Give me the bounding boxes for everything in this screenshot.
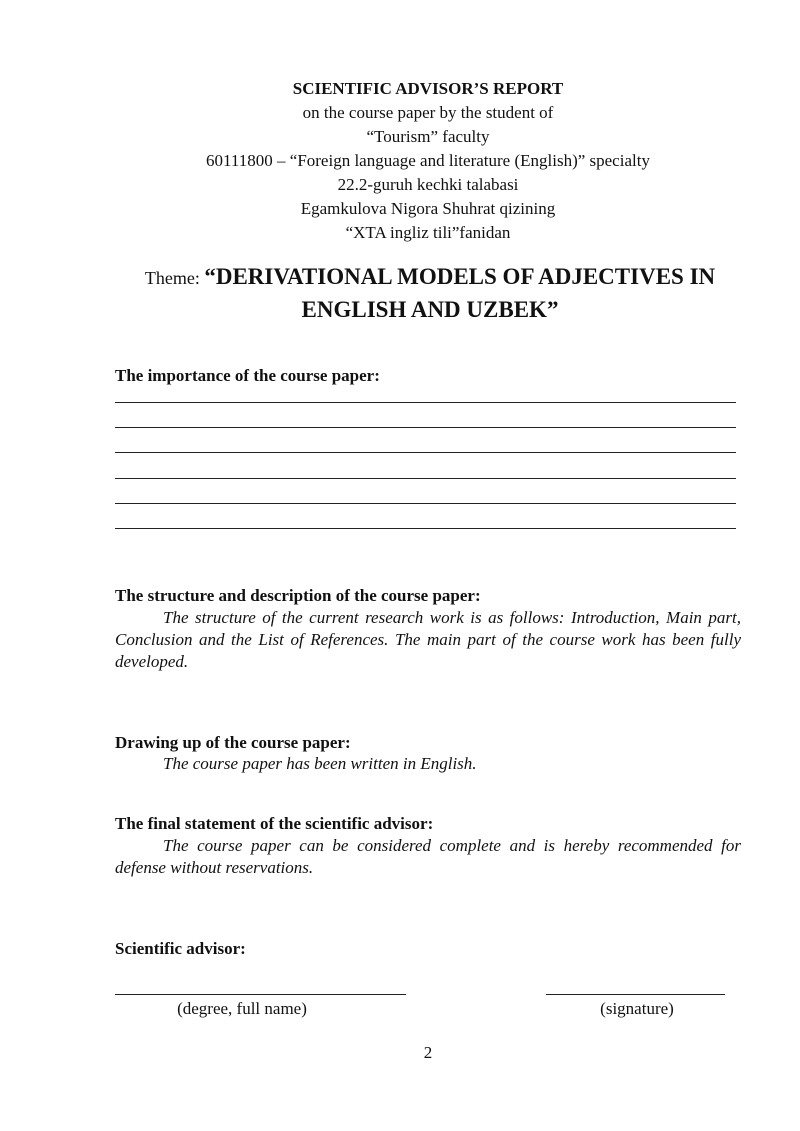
page-number: 2 <box>423 1043 433 1062</box>
scientific-advisor-heading: Scientific advisor: <box>115 939 246 958</box>
report-title: SCIENTIFIC ADVISOR’S REPORT <box>292 79 564 98</box>
signature-line <box>546 994 725 995</box>
theme-label: Theme: <box>144 268 205 288</box>
structure-text: The structure of the current research work is as follows: Introduction, Main part, Conclusion and the List of References. The main part of the course work has been fully developed. <box>115 608 741 671</box>
blank-line <box>115 528 736 529</box>
header-line-student-name: Egamkulova Nigora Shuhrat qizining <box>300 199 556 218</box>
drawing-up-text: The course paper has been written in English. <box>163 754 477 773</box>
theme-title-line1: “DERIVATIONAL MODELS OF ADJECTIVES IN <box>204 264 716 289</box>
theme-title-line2: ENGLISH AND UZBEK” <box>301 297 559 322</box>
blank-line <box>115 452 736 453</box>
header-line-faculty: “Tourism” faculty <box>366 127 490 146</box>
header-line-student: on the course paper by the student of <box>302 103 554 122</box>
importance-heading: The importance of the course paper: <box>115 366 380 385</box>
name-caption: (degree, full name) <box>177 999 307 1018</box>
final-statement-text: The course paper can be considered complete and is hereby recommended for defense without reservations. <box>115 836 741 877</box>
final-statement-heading: The final statement of the scientific advisor: <box>115 814 434 833</box>
structure-heading: The structure and description of the course paper: <box>115 586 481 605</box>
header-line-specialty: 60111800 – “Foreign language and literature (English)” specialty <box>206 151 650 170</box>
signature-caption: (signature) <box>600 999 674 1018</box>
drawing-up-heading: Drawing up of the course paper: <box>115 733 351 752</box>
blank-line <box>115 402 736 403</box>
report-header <box>0 77 800 245</box>
importance-blank-lines <box>115 402 736 553</box>
theme-block <box>110 262 750 325</box>
blank-line <box>115 427 736 428</box>
blank-line <box>115 503 736 504</box>
name-line <box>115 994 406 995</box>
header-line-subject: “XTA ingliz tili”fanidan <box>345 223 511 242</box>
header-line-group: 22.2-guruh kechki talabasi <box>337 175 519 194</box>
blank-line <box>115 478 736 479</box>
